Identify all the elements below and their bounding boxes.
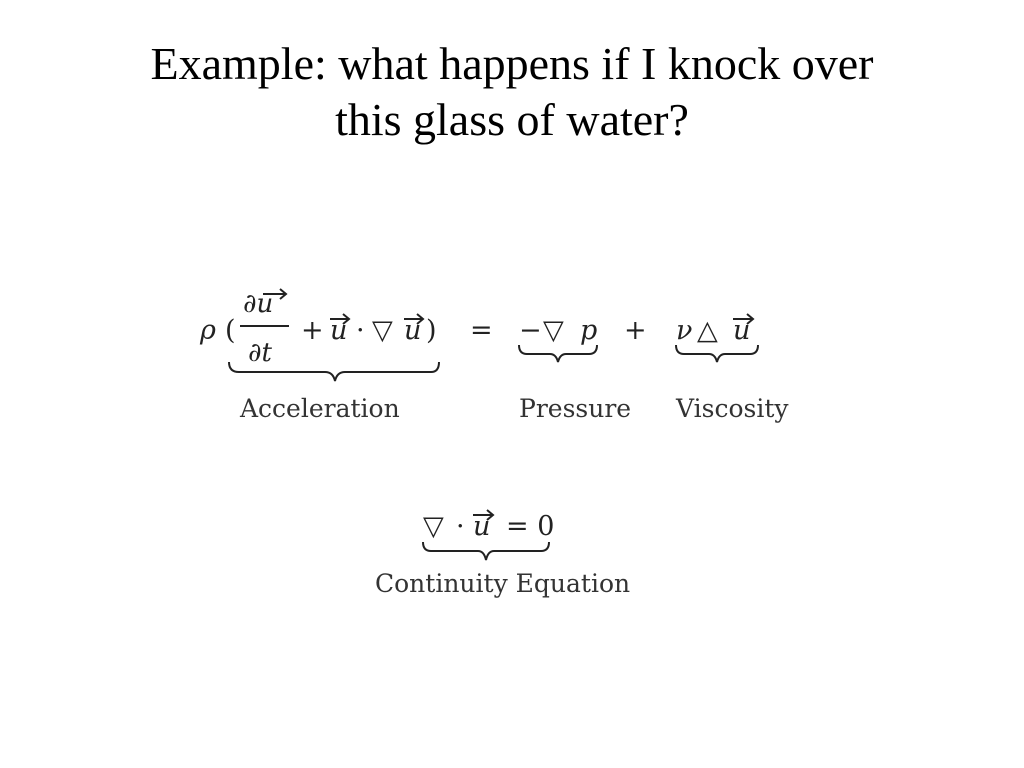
nabla-1: ▽ bbox=[372, 315, 393, 346]
title-line-2: this glass of water? bbox=[335, 94, 689, 145]
fraction-denominator: ∂t bbox=[248, 338, 272, 368]
pressure-label: Pressure bbox=[519, 394, 632, 423]
velocity-u-3: u bbox=[733, 315, 751, 346]
continuity-equation bbox=[375, 510, 630, 598]
nabla-2: ▽ bbox=[543, 315, 564, 346]
pressure-p: p bbox=[580, 315, 598, 346]
continuity-dot: · bbox=[456, 511, 465, 542]
rho-symbol: ρ bbox=[200, 315, 216, 346]
acceleration-label: Acceleration bbox=[240, 394, 400, 423]
laplacian: △ bbox=[697, 315, 718, 346]
continuity-nabla: ▽ bbox=[423, 511, 444, 542]
velocity-u-1: u bbox=[330, 315, 348, 346]
pressure-underbrace bbox=[519, 345, 597, 362]
plus-sign-1: + bbox=[301, 315, 324, 346]
open-paren: ( bbox=[225, 315, 236, 346]
fraction-numerator: ∂u bbox=[243, 289, 274, 319]
viscosity-label: Viscosity bbox=[676, 394, 789, 423]
title-line-1: Example: what happens if I knock over bbox=[150, 38, 874, 89]
viscosity-underbrace bbox=[676, 345, 758, 362]
continuity-equals-zero: = 0 bbox=[506, 511, 555, 542]
dot-operator-1: · bbox=[356, 315, 365, 346]
velocity-u-2: u bbox=[404, 315, 422, 346]
continuity-underbrace bbox=[423, 542, 549, 560]
plus-sign-2: + bbox=[624, 315, 647, 346]
nu-symbol: ν bbox=[676, 315, 693, 346]
continuity-velocity-u: u bbox=[473, 511, 491, 542]
equals-sign: = bbox=[470, 315, 493, 346]
close-paren: ) bbox=[426, 315, 437, 346]
navier-stokes-equation bbox=[199, 289, 789, 423]
continuity-label: Continuity Equation bbox=[375, 569, 631, 598]
minus-sign: − bbox=[519, 315, 542, 346]
